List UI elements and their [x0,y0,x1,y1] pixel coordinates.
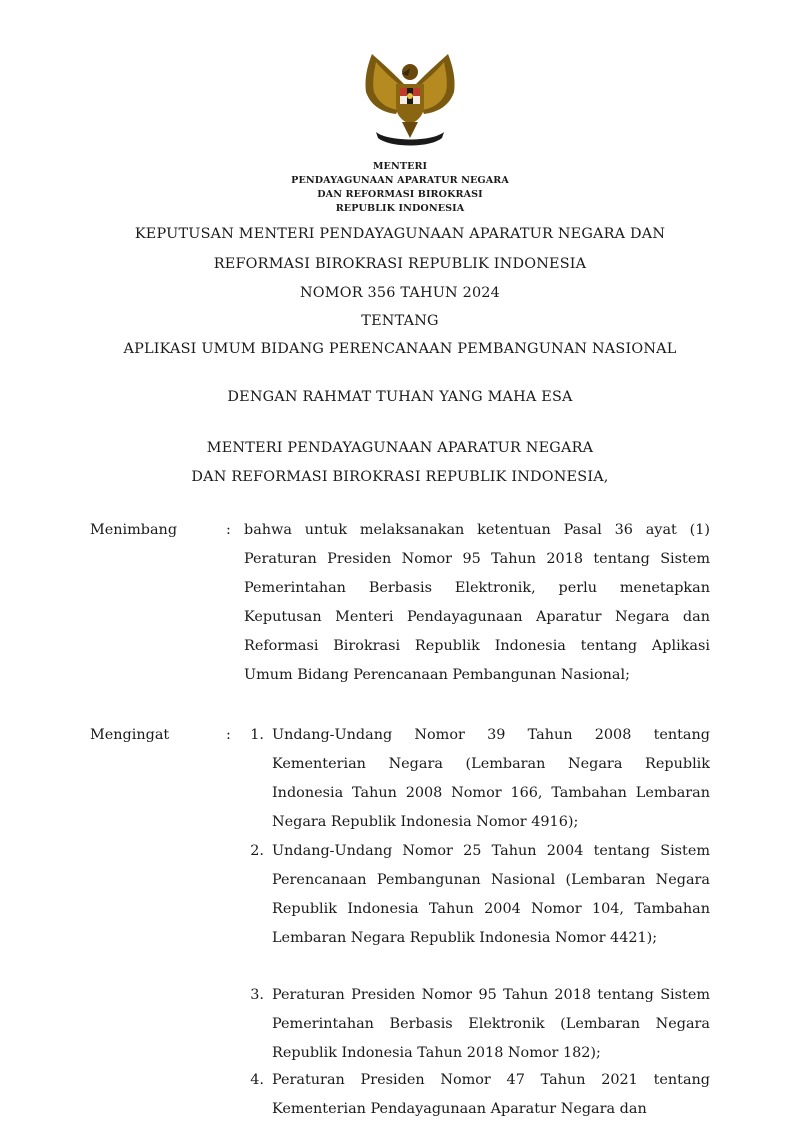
list-item: Peraturan Presiden Nomor 47 Tahun 2021 tentang Kementerian Pendayagunaan Aparatur Negara dan [272,1072,710,1117]
list-item: Peraturan Presiden Nomor 95 Tahun 2018 tentang Sistem Pemerintahan Berbasis Elektronik (Lembaran Negara Republik Indonesia Tahun 2018 Nomor 182); [272,987,710,1061]
decree-title-line-1: KEPUTUSAN MENTERI PENDAYAGUNAAN APARATUR NEGARA DAN [134,226,666,242]
decree-title-line-2: REFORMASI BIROKRASI REPUBLIK INDONESIA [213,256,587,272]
authority-line-2: DAN REFORMASI BIROKRASI REPUBLIK INDONESIA, [191,469,609,485]
mengingat-colon: : [226,727,231,743]
menimbang-colon: : [226,522,231,538]
menimbang-label: Menimbang [90,522,178,538]
decree-about: TENTANG [361,313,439,329]
authority-line-1: MENTERI PENDAYAGUNAAN APARATUR NEGARA [206,440,594,456]
list-item: Undang-Undang Nomor 39 Tahun 2008 tentang Kementerian Negara (Lembaran Negara Republik Indonesia Tahun 2008 Nomor 166, Tambahan Lembaran Negara Republik Indonesia Nomor 4916); [272,727,710,830]
decree-number: NOMOR 356 TAHUN 2024 [299,285,501,301]
mengingat-label: Mengingat [90,727,170,743]
list-item-number: 4. [250,1072,264,1088]
list-item-number: 2. [250,843,264,859]
list-item: Undang-Undang Nomor 25 Tahun 2004 tentang Sistem Perencanaan Pembangunan Nasional (Lembaran Negara Republik Indonesia Tahun 2004 Nomor 104, Tambahan Lembaran Negara Republik Indonesia Nomor 4421); [272,843,710,946]
menimbang-text: bahwa untuk melaksanakan ketentuan Pasal 36 ayat (1) Peraturan Presiden Nomor 95 Tahun 2018 tentang Sistem Pemerintahan Berbasis Elektronik, perlu menetapkan Keputusan Menteri Pendayagunaan Aparatur Negara dan Reformasi Birokrasi Republik Indonesia tentang Aplikasi Umum Bidang Perencanaan Pembangunan Nasional; [244,522,710,683]
ministry-letterhead [0,160,800,216]
letterhead-line: DAN REFORMASI BIROKRASI [317,189,483,200]
letterhead-line: MENTERI [372,161,428,172]
decree-subject: APLIKASI UMUM BIDANG PERENCANAAN PEMBANGUNAN NASIONAL [123,341,677,357]
letterhead-line: PENDAYAGUNAAN APARATUR NEGARA [291,175,509,186]
letterhead-line: REPUBLIK INDONESIA [335,203,465,214]
garuda-emblem [358,48,462,150]
invocation: DENGAN RAHMAT TUHAN YANG MAHA ESA [227,389,573,405]
list-item-number: 1. [250,727,264,743]
list-item-number: 3. [250,987,264,1003]
